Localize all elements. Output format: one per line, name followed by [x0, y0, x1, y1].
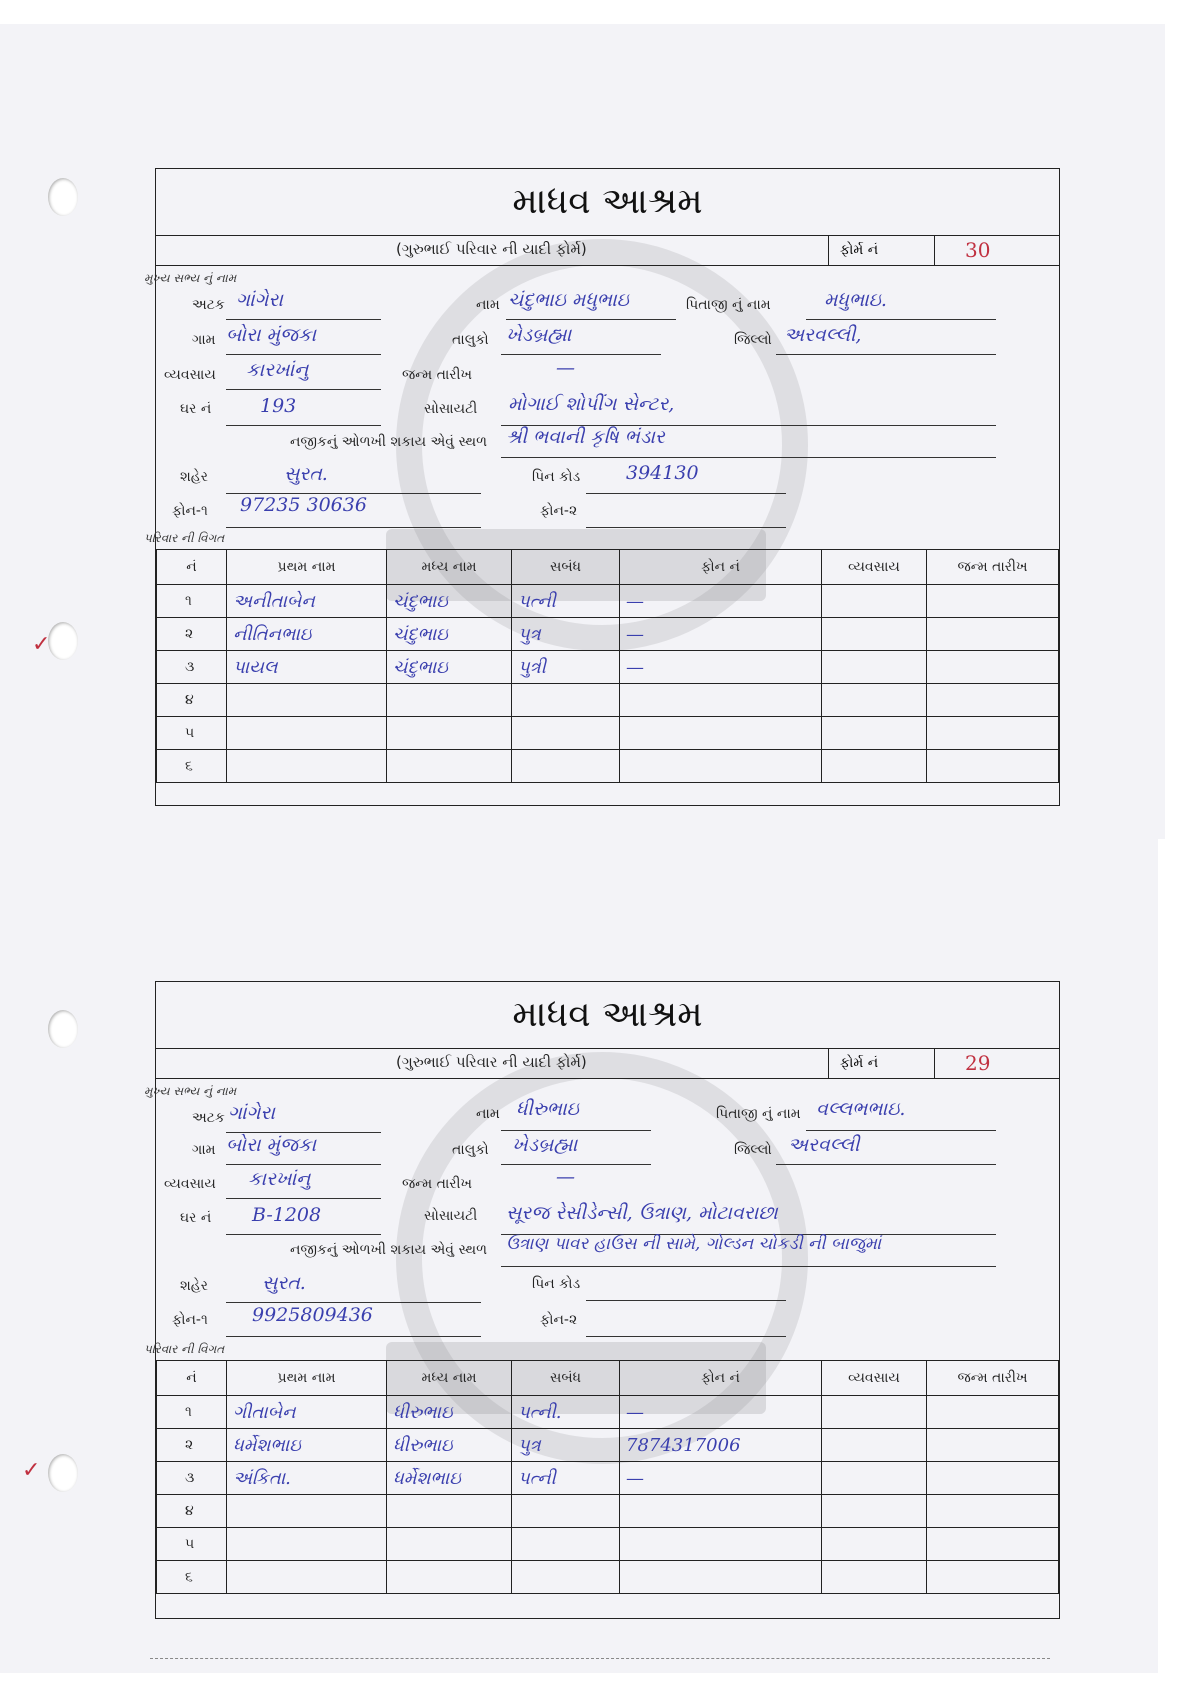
- middle-name-cell[interactable]: ધર્મેશભાઇ: [387, 1462, 512, 1495]
- row-number: ૧: [157, 1396, 227, 1429]
- occupation-cell[interactable]: [822, 684, 927, 717]
- table-row: [157, 1495, 1059, 1528]
- family-details-label: પરિવાર ની વિગત: [144, 531, 225, 545]
- row-number: ૪: [157, 1495, 227, 1528]
- taluka-label: તાલુકો: [452, 332, 489, 348]
- col-header: ફોન નં: [620, 550, 822, 585]
- occupation-value[interactable]: કારખાંનુ: [246, 359, 309, 381]
- table-row: [157, 684, 1059, 717]
- phone-cell[interactable]: —: [620, 651, 822, 684]
- middle-name-cell[interactable]: ચંદુભાઇ: [387, 585, 512, 618]
- phone1-value[interactable]: 9925809436: [252, 1304, 373, 1326]
- relation-cell[interactable]: પુત્રી: [512, 651, 620, 684]
- pincode-label: પિન કોડ: [532, 1276, 581, 1292]
- table-row: [157, 717, 1059, 750]
- occupation-label: વ્યવસાય: [164, 1176, 216, 1192]
- occupation-label: વ્યવસાય: [164, 367, 216, 383]
- phone-cell[interactable]: 7874317006: [620, 1429, 822, 1462]
- col-header: નં: [157, 1361, 227, 1396]
- landmark-value[interactable]: ઉત્રાણ પાવર હાઉસ ની સામે, ગોલ્ડન ચોકડી ની બાજુમાં: [506, 1234, 881, 1254]
- family-table: [156, 1360, 1059, 1594]
- phone2-label: ફોન-૨: [540, 1312, 578, 1328]
- middle-name-cell[interactable]: ચંદુભાઇ: [387, 618, 512, 651]
- phone1-value[interactable]: 97235 30636: [240, 494, 367, 516]
- family-table: [156, 549, 1059, 783]
- first-name-cell[interactable]: પાયલ: [227, 651, 387, 684]
- pincode-value[interactable]: 394130: [626, 462, 699, 484]
- first-name-cell[interactable]: [227, 750, 387, 783]
- birthdate-cell[interactable]: [927, 1396, 1059, 1429]
- house-no-label: ઘર નં: [180, 401, 212, 417]
- table-row: [157, 618, 1059, 651]
- table-row: [157, 1528, 1059, 1561]
- birthdate-cell[interactable]: [927, 684, 1059, 717]
- birthdate-label: જન્મ તારીખ: [402, 1176, 473, 1192]
- occupation-cell[interactable]: [822, 618, 927, 651]
- surname-value[interactable]: ગાંગેરા: [228, 1102, 275, 1124]
- village-value[interactable]: બોરા મુંજકા: [226, 1134, 316, 1156]
- occupation-cell[interactable]: [822, 750, 927, 783]
- form-number-value[interactable]: 30: [934, 235, 1090, 265]
- district-value[interactable]: અરવલ્લી: [788, 1134, 860, 1156]
- first-name-cell[interactable]: [227, 1495, 387, 1528]
- city-label: શહેર: [180, 1278, 208, 1294]
- row-number: ૬: [157, 750, 227, 783]
- phone-cell[interactable]: [620, 1561, 822, 1594]
- society-value[interactable]: સૂરજ રેસીડેન્સી, ઉત્રાણ, મોટાવરાછા: [506, 1202, 778, 1224]
- birthdate-cell[interactable]: [927, 717, 1059, 750]
- surname-label: અટક: [192, 1110, 225, 1126]
- table-row: [157, 1429, 1059, 1462]
- phone1-label: ફોન-૧: [172, 503, 208, 519]
- landmark-label: નજીકનું ઓળખી શકાય એવું સ્થળ: [290, 1242, 488, 1258]
- first-name-cell[interactable]: [227, 1561, 387, 1594]
- punch-hole: [48, 178, 78, 216]
- row-number: ૪: [157, 684, 227, 717]
- occupation-cell[interactable]: [822, 651, 927, 684]
- father-name-value[interactable]: વલ્લભભાઇ.: [816, 1098, 906, 1120]
- father-name-value[interactable]: મધુભાઇ.: [824, 289, 887, 311]
- occupation-cell[interactable]: [822, 717, 927, 750]
- phone-cell[interactable]: —: [620, 1396, 822, 1429]
- village-label: ગામ: [192, 1142, 216, 1158]
- birthdate-value[interactable]: —: [556, 357, 575, 379]
- phone1-label: ફોન-૧: [172, 1312, 208, 1328]
- relation-cell[interactable]: પત્ની.: [512, 1396, 620, 1429]
- society-label: સોસાયટી: [424, 1208, 478, 1224]
- punch-hole: [48, 1010, 78, 1048]
- row-number: ૫: [157, 717, 227, 750]
- middle-name-cell[interactable]: [387, 1495, 512, 1528]
- phone-cell[interactable]: —: [620, 1462, 822, 1495]
- table-row: [157, 1561, 1059, 1594]
- relation-cell[interactable]: પત્ની: [512, 585, 620, 618]
- house-no-label: ઘર નં: [180, 1210, 212, 1226]
- family-table-header: [157, 1361, 1059, 1396]
- house-no-value[interactable]: 193: [260, 395, 297, 417]
- relation-cell[interactable]: [512, 1495, 620, 1528]
- row-number: ૫: [157, 1528, 227, 1561]
- row-number: ૩: [157, 651, 227, 684]
- row-number: ૩: [157, 1462, 227, 1495]
- col-header: મધ્ય નામ: [387, 550, 512, 585]
- first-name-cell[interactable]: [227, 1528, 387, 1561]
- middle-name-cell[interactable]: ધીરુભાઇ: [387, 1429, 512, 1462]
- phone-cell[interactable]: [620, 750, 822, 783]
- table-row: [157, 651, 1059, 684]
- relation-cell[interactable]: [512, 750, 620, 783]
- table-row: [157, 1462, 1059, 1495]
- first-name-cell[interactable]: ધર્મેશભાઇ: [227, 1429, 387, 1462]
- village-value[interactable]: બોરા મુંજકા: [226, 324, 316, 346]
- landmark-label: નજીકનું ઓળખી શકાય એવું સ્થળ: [290, 434, 488, 450]
- taluka-value[interactable]: ખેડબ્રહ્મા: [506, 324, 572, 346]
- col-header: જન્મ તારીખ: [927, 1361, 1059, 1396]
- society-value[interactable]: મોગાઈ શોપીંગ સેન્ટર,: [508, 393, 675, 415]
- house-no-value[interactable]: B-1208: [252, 1204, 322, 1226]
- table-row: [157, 585, 1059, 618]
- form-number-label: ફોર્મ નં: [828, 1048, 889, 1078]
- cut-line: [150, 1658, 1050, 1659]
- landmark-value[interactable]: શ્રી ભવાની કૃષિ ભંડાર: [506, 426, 665, 448]
- father-name-label: પિતાજી નું નામ: [686, 297, 771, 313]
- relation-cell[interactable]: [512, 1528, 620, 1561]
- phone2-label: ફોન-૨: [540, 503, 578, 519]
- middle-name-cell[interactable]: [387, 717, 512, 750]
- form-subtitle: (ગુરુભાઈ પરિવાર ની યાદી ફોર્મ): [396, 1053, 587, 1071]
- occupation-cell[interactable]: [822, 1561, 927, 1594]
- form-subheader: [156, 1048, 1059, 1079]
- birthdate-value[interactable]: —: [556, 1166, 575, 1188]
- first-name-cell[interactable]: ગીતાબેન: [227, 1396, 387, 1429]
- phone-cell[interactable]: —: [620, 585, 822, 618]
- col-header: ફોન નં: [620, 1361, 822, 1396]
- surname-value[interactable]: ગાંગેરા: [236, 289, 283, 311]
- col-header: સબંધ: [512, 1361, 620, 1396]
- phone-cell[interactable]: [620, 684, 822, 717]
- middle-name-cell[interactable]: ધીરુભાઇ: [387, 1396, 512, 1429]
- first-name-cell[interactable]: [227, 684, 387, 717]
- punch-hole: [48, 622, 78, 660]
- birthdate-cell[interactable]: [927, 750, 1059, 783]
- first-name-cell[interactable]: અનીતાબેન: [227, 585, 387, 618]
- relation-cell[interactable]: પત્ની: [512, 1462, 620, 1495]
- birthdate-cell[interactable]: [927, 1462, 1059, 1495]
- occupation-cell[interactable]: [822, 1528, 927, 1561]
- col-header: નં: [157, 550, 227, 585]
- main-member-label: મુખ્ય સભ્ય નું નામ: [144, 271, 237, 285]
- taluka-label: તાલુકો: [452, 1142, 489, 1158]
- ashram-form-2: [144, 981, 1060, 1619]
- col-header: વ્યવસાય: [822, 550, 927, 585]
- form-title: માધવ આશ્રમ: [156, 169, 1059, 236]
- name-value[interactable]: ધીરુભાઇ: [516, 1098, 579, 1120]
- col-header: જન્મ તારીખ: [927, 550, 1059, 585]
- col-header: સબંધ: [512, 550, 620, 585]
- row-number: ૨: [157, 618, 227, 651]
- middle-name-cell[interactable]: [387, 684, 512, 717]
- birthdate-cell[interactable]: [927, 1429, 1059, 1462]
- first-name-cell[interactable]: અંકિતા.: [227, 1462, 387, 1495]
- birthdate-cell[interactable]: [927, 618, 1059, 651]
- occupation-cell[interactable]: [822, 1429, 927, 1462]
- form-subheader: [156, 235, 1059, 266]
- ashram-form-1: [144, 168, 1060, 806]
- occupation-cell[interactable]: [822, 1462, 927, 1495]
- middle-name-cell[interactable]: [387, 1561, 512, 1594]
- birthdate-cell[interactable]: [927, 585, 1059, 618]
- occupation-cell[interactable]: [822, 1495, 927, 1528]
- name-label: નામ: [476, 297, 500, 313]
- col-header: પ્રથમ નામ: [227, 550, 387, 585]
- row-number: ૧: [157, 585, 227, 618]
- occupation-cell[interactable]: [822, 585, 927, 618]
- tick-mark-icon: ✓: [22, 1458, 41, 1483]
- birthdate-cell[interactable]: [927, 651, 1059, 684]
- main-member-label: મુખ્ય સભ્ય નું નામ: [144, 1084, 237, 1098]
- occupation-cell[interactable]: [822, 1396, 927, 1429]
- taluka-value[interactable]: ખેડબ્રહ્મા: [512, 1134, 578, 1156]
- birthdate-cell[interactable]: [927, 1528, 1059, 1561]
- father-name-label: પિતાજી નું નામ: [716, 1106, 801, 1122]
- society-label: સોસાયટી: [424, 401, 478, 417]
- phone-cell[interactable]: [620, 1528, 822, 1561]
- first-name-cell[interactable]: [227, 717, 387, 750]
- tick-mark-icon: ✓: [32, 632, 51, 657]
- table-row: [157, 1396, 1059, 1429]
- name-label: નામ: [476, 1106, 500, 1122]
- village-label: ગામ: [192, 332, 216, 348]
- middle-name-cell[interactable]: [387, 750, 512, 783]
- form-title: માધવ આશ્રમ: [156, 982, 1059, 1049]
- birthdate-label: જન્મ તારીખ: [402, 367, 473, 383]
- phone-cell[interactable]: —: [620, 618, 822, 651]
- district-value[interactable]: અરવલ્લી,: [784, 324, 862, 346]
- form-number-value[interactable]: 29: [934, 1048, 1090, 1078]
- row-number: ૨: [157, 1429, 227, 1462]
- punch-hole: [48, 1454, 78, 1492]
- form-number-label: ફોર્મ નં: [828, 235, 889, 265]
- name-value[interactable]: ચંદુભાઇ મધુભાઇ: [508, 289, 629, 311]
- city-value[interactable]: સુરત.: [284, 463, 328, 485]
- district-label: જિલ્લો: [734, 1142, 772, 1158]
- col-header: વ્યવસાય: [822, 1361, 927, 1396]
- occupation-value[interactable]: કારખાંનુ: [248, 1168, 311, 1190]
- table-row: [157, 750, 1059, 783]
- col-header: પ્રથમ નામ: [227, 1361, 387, 1396]
- phone-cell[interactable]: [620, 1495, 822, 1528]
- family-table-header: [157, 550, 1059, 585]
- col-header: મધ્ય નામ: [387, 1361, 512, 1396]
- city-label: શહેર: [180, 469, 208, 485]
- birthdate-cell[interactable]: [927, 1495, 1059, 1528]
- surname-label: અટક: [192, 297, 225, 313]
- relation-cell[interactable]: [512, 717, 620, 750]
- relation-cell[interactable]: [512, 684, 620, 717]
- district-label: જિલ્લો: [734, 332, 772, 348]
- middle-name-cell[interactable]: ચંદુભાઇ: [387, 651, 512, 684]
- form-subtitle: (ગુરુભાઈ પરિવાર ની યાદી ફોર્મ): [396, 240, 587, 258]
- relation-cell[interactable]: પુત્ર: [512, 1429, 620, 1462]
- middle-name-cell[interactable]: [387, 1528, 512, 1561]
- phone-cell[interactable]: [620, 717, 822, 750]
- first-name-cell[interactable]: નીતિનભાઇ: [227, 618, 387, 651]
- pincode-label: પિન કોડ: [532, 469, 581, 485]
- family-details-label: પરિવાર ની વિગત: [144, 1342, 225, 1356]
- row-number: ૬: [157, 1561, 227, 1594]
- relation-cell[interactable]: પુત્ર: [512, 618, 620, 651]
- city-value[interactable]: સુરત.: [262, 1272, 306, 1294]
- birthdate-cell[interactable]: [927, 1561, 1059, 1594]
- relation-cell[interactable]: [512, 1561, 620, 1594]
